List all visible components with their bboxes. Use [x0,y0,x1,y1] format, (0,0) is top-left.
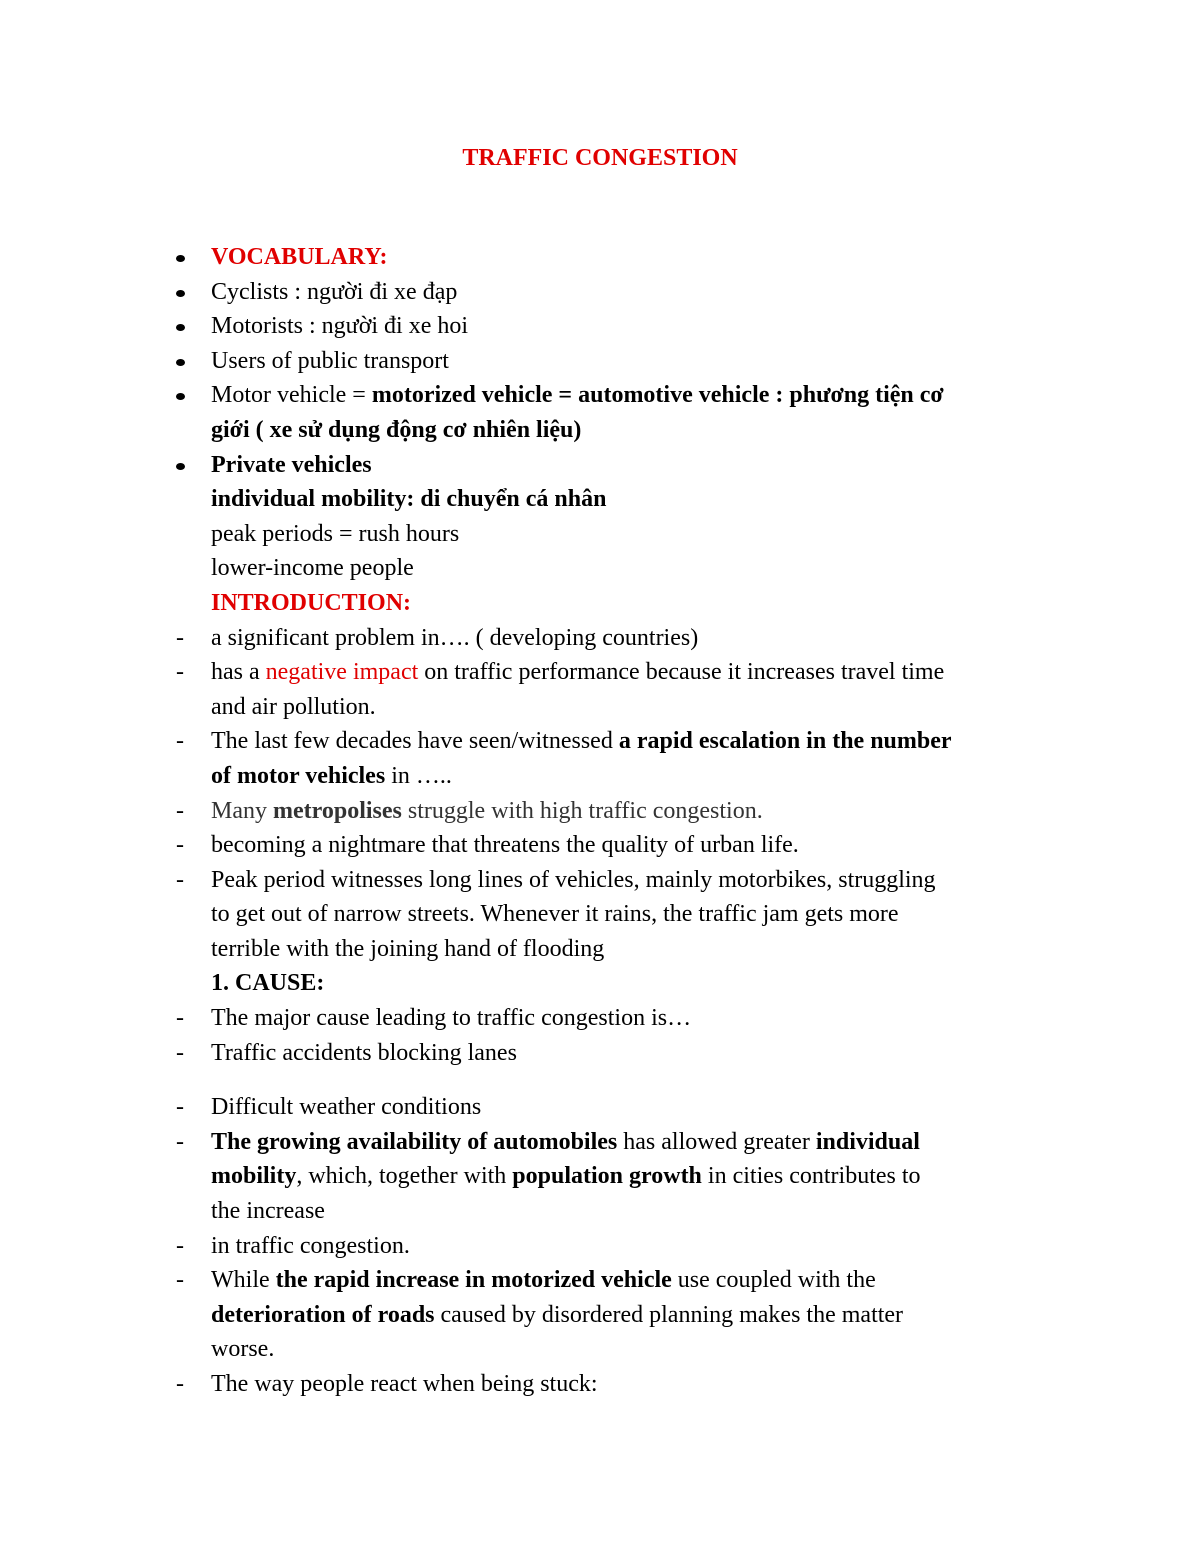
dash-item [0,724,1200,759]
dash-icon: - [176,1371,184,1397]
bullet-item [0,275,1200,310]
dash-icon: - [176,1128,184,1155]
dash-item [0,828,1200,863]
text-line [0,1159,1200,1194]
text-segment: of motor vehicles [211,762,386,789]
text-segment: Cyclists : người đi xe đạp [211,278,458,305]
dash-item [0,655,1200,690]
text-segment: lower-income people [211,555,414,582]
text-segment: in cities contributes to [701,1163,921,1190]
dash-item [0,1001,1200,1036]
bullet-icon [176,290,185,297]
text-line [0,897,1200,932]
bullet-icon [176,255,185,262]
text-segment: worse. [211,1336,275,1363]
text-segment: Peak period witnesses long lines of vehicles, mainly motorbikes, struggling [211,866,936,893]
dash-icon: - [176,1005,184,1032]
text-segment: Difficult weather conditions [211,1094,482,1121]
bullet-icon [176,393,185,400]
text-segment: and air pollution. [211,693,376,720]
dash-item [0,1229,1200,1264]
dash-icon: - [176,1232,184,1259]
document-body [0,240,1200,1402]
bullet-icon [176,359,185,366]
text-segment: has a [211,659,266,686]
text-segment: Motor vehicle = [211,382,372,409]
text-segment: use coupled with the [671,1267,876,1294]
bullet-item [0,240,1200,275]
text-segment: a rapid escalation in the number [618,728,952,755]
text-line [0,1194,1200,1229]
text-segment: in ….. [385,762,452,789]
bullet-icon [176,463,185,470]
text-segment: in traffic congestion. [211,1232,410,1259]
text-line [0,932,1200,967]
text-segment: struggle with high traffic congestion. [401,797,763,824]
text-segment: Private vehicles [211,451,372,478]
text-line [0,1298,1200,1333]
text-segment: deterioration of roads [211,1301,435,1328]
dash-item [0,1367,1200,1402]
text-segment: population growth [512,1163,702,1190]
bullet-icon [176,324,185,331]
text-segment: Users of public transport [211,347,449,374]
text-segment: peak periods = rush hours [211,520,460,547]
dash-item [0,794,1200,829]
text-line [0,759,1200,794]
text-segment: The major cause leading to traffic congestion is… [211,1005,692,1032]
text-segment: motorized vehicle = automotive vehicle : phương tiện cơ [371,382,944,409]
text-segment: metropolises [273,797,402,824]
text-segment: INTRODUCTION: [211,589,412,616]
bullet-item [0,378,1200,413]
text-segment: giới ( xe sử dụng động cơ nhiên liệu) [211,416,582,443]
text-segment: negative impact [265,659,419,686]
text-segment: Motorists : người đi xe hoi [211,313,469,340]
dash-icon: - [176,832,184,859]
text-segment: terrible with the joining hand of flooding [211,935,605,962]
text-line [0,482,1200,517]
text-segment: Traffic accidents blocking lanes [211,1039,517,1066]
text-segment: caused by disordered planning makes the matter [434,1301,904,1328]
dash-item [0,621,1200,656]
text-segment: The way people react when being stuck: [211,1371,598,1397]
dash-item [0,1263,1200,1298]
page-title: TRAFFIC CONGESTION [462,145,738,171]
dash-icon: - [176,659,184,686]
text-line [0,690,1200,725]
text-line [0,586,1200,621]
text-line [0,1332,1200,1367]
dash-icon: - [176,1267,184,1294]
text-line [0,551,1200,586]
text-segment: Many [211,797,273,824]
dash-icon: - [176,728,184,755]
dash-icon: - [176,624,184,651]
text-line [0,966,1200,1001]
text-segment: becoming a nightmare that threatens the quality of urban life. [211,832,799,859]
text-segment: individual [815,1128,920,1155]
text-segment: While [211,1267,276,1294]
dash-item [0,1036,1200,1071]
blank-line [0,1070,1200,1090]
text-segment: , which, together with [296,1163,513,1190]
text-segment: the rapid increase in motorized vehicle [275,1267,672,1294]
text-segment: individual mobility: di chuyển cá nhân [211,486,607,513]
dash-item [0,863,1200,898]
text-segment: The growing availability of automobiles [211,1128,618,1155]
dash-item [0,1125,1200,1160]
text-line [0,413,1200,448]
text-segment: The last few decades have seen/witnessed [211,728,619,755]
dash-item [0,1090,1200,1125]
dash-icon: - [176,866,184,893]
dash-icon: - [176,1039,184,1066]
dash-icon: - [176,797,184,824]
text-segment: a significant problem in…. ( developing countries) [211,624,699,651]
bullet-item [0,448,1200,483]
bullet-item [0,344,1200,379]
text-line [0,517,1200,552]
text-segment: VOCABULARY: [211,244,388,270]
text-segment: to get out of narrow streets. Whenever it rains, the traffic jam gets more [211,901,899,928]
text-segment: the increase [211,1198,325,1225]
text-segment: 1. CAUSE: [211,970,325,997]
text-segment: mobility [211,1163,297,1190]
text-segment: on traffic performance because it increases travel time [418,659,945,686]
dash-icon: - [176,1094,184,1121]
bullet-item [0,309,1200,344]
text-segment: has allowed greater [617,1128,816,1155]
